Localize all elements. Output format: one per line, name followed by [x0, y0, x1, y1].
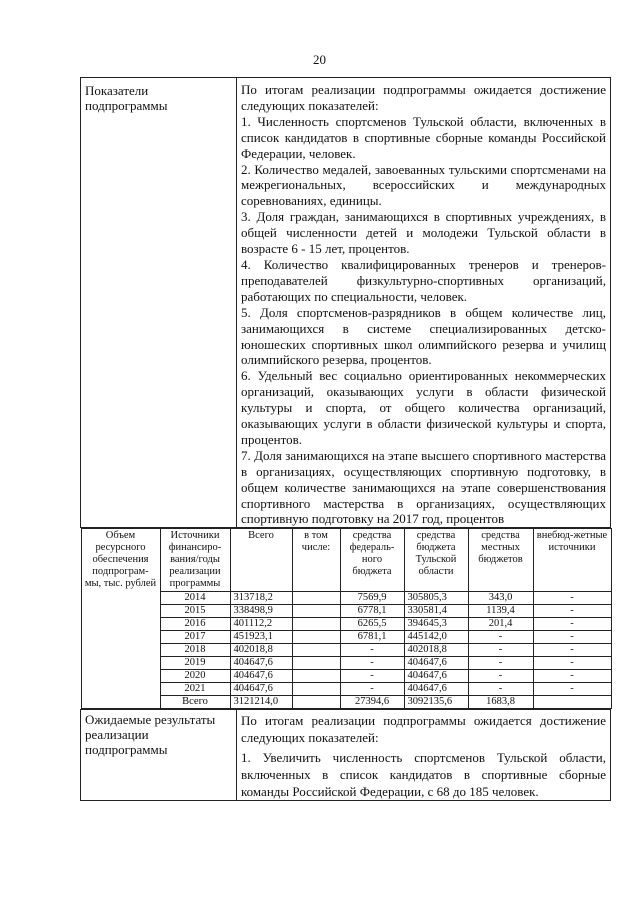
empty-cell — [292, 644, 340, 657]
financing-row — [81, 528, 611, 710]
total-cell: 338498,9 — [230, 605, 292, 618]
year-cell: 2020 — [160, 670, 230, 683]
regional-cell: 330581,4 — [404, 605, 468, 618]
federal-cell: - — [340, 670, 404, 683]
total-cell: 402018,8 — [230, 644, 292, 657]
regional-cell: 305805,3 — [404, 592, 468, 605]
empty-cell — [292, 657, 340, 670]
empty-cell — [292, 696, 340, 709]
extra-cell: - — [533, 657, 611, 670]
column-header: внебюд-жетные источники — [533, 529, 611, 592]
total-cell: 404647,6 — [230, 657, 292, 670]
local-cell: - — [468, 657, 533, 670]
indicators-text — [237, 78, 611, 528]
results-paragraph: По итогам реализации подпрограммы ожидается достижение следующих показателей: — [241, 713, 606, 746]
extra-cell: - — [533, 670, 611, 683]
federal-cell: - — [340, 657, 404, 670]
total-row — [81, 696, 611, 709]
empty-cell — [292, 605, 340, 618]
results-label: Ожидаемые результаты реализации подпрограммы — [81, 710, 237, 801]
regional-cell: 404647,6 — [404, 670, 468, 683]
local-cell: 1683,8 — [468, 696, 533, 709]
column-header: в том числе: — [292, 529, 340, 592]
results-paragraph: 1. Увеличить численность спортсменов Тульской области, включенных в список кандидатов в спортивные сборные команды Российской Федерации, с 68 до 185 человек. — [241, 750, 606, 800]
indicators-paragraph: 5. Доля спортсменов-разрядников в общем количестве лиц, занимающихся в системе специализированных детско-юношеских спортивных школ олимпийского резерва и училищ олимпийского резерва, процентов. — [241, 304, 606, 368]
extra-cell: - — [533, 605, 611, 618]
empty-cell — [292, 618, 340, 631]
year-cell: 2019 — [160, 657, 230, 670]
empty-cell — [292, 592, 340, 605]
indicators-paragraph: 2. Количество медалей, завоеванных тульскими спортсменами на межрегиональных, всероссийских и международных соревнованиях, единицы. — [241, 161, 606, 209]
table-row — [81, 631, 611, 644]
year-cell: 2017 — [160, 631, 230, 644]
year-cell: 2014 — [160, 592, 230, 605]
page-number: 20 — [313, 52, 326, 67]
local-cell: - — [468, 631, 533, 644]
local-cell: 343,0 — [468, 592, 533, 605]
extra-cell: - — [533, 618, 611, 631]
local-cell: - — [468, 683, 533, 696]
federal-cell: - — [340, 644, 404, 657]
federal-cell: 6778,1 — [340, 605, 404, 618]
passport-table — [80, 77, 611, 801]
total-cell: 3121214,0 — [230, 696, 292, 709]
results-text — [237, 710, 611, 801]
table-row — [81, 670, 611, 683]
indicators-paragraph: По итогам реализации подпрограммы ожидается достижение следующих показателей: — [241, 82, 606, 113]
year-cell: 2015 — [160, 605, 230, 618]
indicators-paragraph: 4. Количество квалифицированных тренеров и тренеров-преподавателей физкультурно-спортивных организаций, работающих по специальности, человек. — [241, 256, 606, 304]
extra-cell: - — [533, 592, 611, 605]
regional-cell: 402018,8 — [404, 644, 468, 657]
total-cell: 451923,1 — [230, 631, 292, 644]
extra-cell — [533, 696, 611, 709]
total-cell: 313718,2 — [230, 592, 292, 605]
financing-label: Объем ресурсного обеспечения подпрограм-мы, тыс. рублей — [81, 529, 160, 709]
column-header: Источники финансиро-вания/годы реализации программы — [160, 529, 230, 592]
year-cell: 2016 — [160, 618, 230, 631]
indicators-paragraph: 1. Численность спортсменов Тульской области, включенных в список кандидатов в спортивные сборные команды Российской Федерации, человек. — [241, 113, 606, 161]
column-header: Всего — [230, 529, 292, 592]
federal-cell: - — [340, 683, 404, 696]
table-row — [81, 618, 611, 631]
indicators-paragraph: 6. Удельный вес социально ориентированных некоммерческих организаций, оказывающих услуги в области физической культуры и спорта, от общего количества организаций, оказывающих услуги в области физической культуры и спорта, процентов. — [241, 368, 606, 447]
regional-cell: 404647,6 — [404, 657, 468, 670]
local-cell: - — [468, 644, 533, 657]
indicators-label: Показатели подпрограммы — [81, 78, 237, 528]
indicators-row — [81, 78, 611, 528]
results-row — [81, 710, 611, 801]
local-cell: - — [468, 670, 533, 683]
column-header: средства местных бюджетов — [468, 529, 533, 592]
financing-table — [81, 528, 612, 709]
empty-cell — [292, 683, 340, 696]
year-cell: 2021 — [160, 683, 230, 696]
empty-cell — [292, 670, 340, 683]
total-cell: 404647,6 — [230, 683, 292, 696]
total-cell: 401112,2 — [230, 618, 292, 631]
year-cell: Всего — [160, 696, 230, 709]
year-cell: 2018 — [160, 644, 230, 657]
local-cell: 1139,4 — [468, 605, 533, 618]
table-row — [81, 683, 611, 696]
regional-cell: 445142,0 — [404, 631, 468, 644]
empty-cell — [292, 631, 340, 644]
extra-cell: - — [533, 683, 611, 696]
federal-cell: 7569,9 — [340, 592, 404, 605]
extra-cell: - — [533, 631, 611, 644]
financing-header-row — [81, 529, 611, 592]
federal-cell: 6265,5 — [340, 618, 404, 631]
regional-cell: 404647,6 — [404, 683, 468, 696]
indicators-paragraph: 3. Доля граждан, занимающихся в спортивных учреждениях, в общей численности детей и молодежи Тульской области в возрасте 6 - 15 лет, процентов. — [241, 209, 606, 257]
table-row — [81, 592, 611, 605]
table-row — [81, 605, 611, 618]
regional-cell: 394645,3 — [404, 618, 468, 631]
regional-cell: 3092135,6 — [404, 696, 468, 709]
indicators-paragraph: 7. Доля занимающихся на этапе высшего спортивного мастерства в организациях, осуществляющих спортивную подготовку, в общем количестве занимающихся на этапе совершенствования спортивного мастерства в организациях, осуществляющих спортивную подготовку на 2017 год, процентов — [241, 447, 606, 527]
table-row — [81, 657, 611, 670]
total-cell: 404647,6 — [230, 670, 292, 683]
column-header: средства бюджета Тульской области — [404, 529, 468, 592]
extra-cell: - — [533, 644, 611, 657]
federal-cell: 27394,6 — [340, 696, 404, 709]
column-header: средства федераль-ного бюджета — [340, 529, 404, 592]
local-cell: 201,4 — [468, 618, 533, 631]
table-row — [81, 644, 611, 657]
federal-cell: 6781,1 — [340, 631, 404, 644]
